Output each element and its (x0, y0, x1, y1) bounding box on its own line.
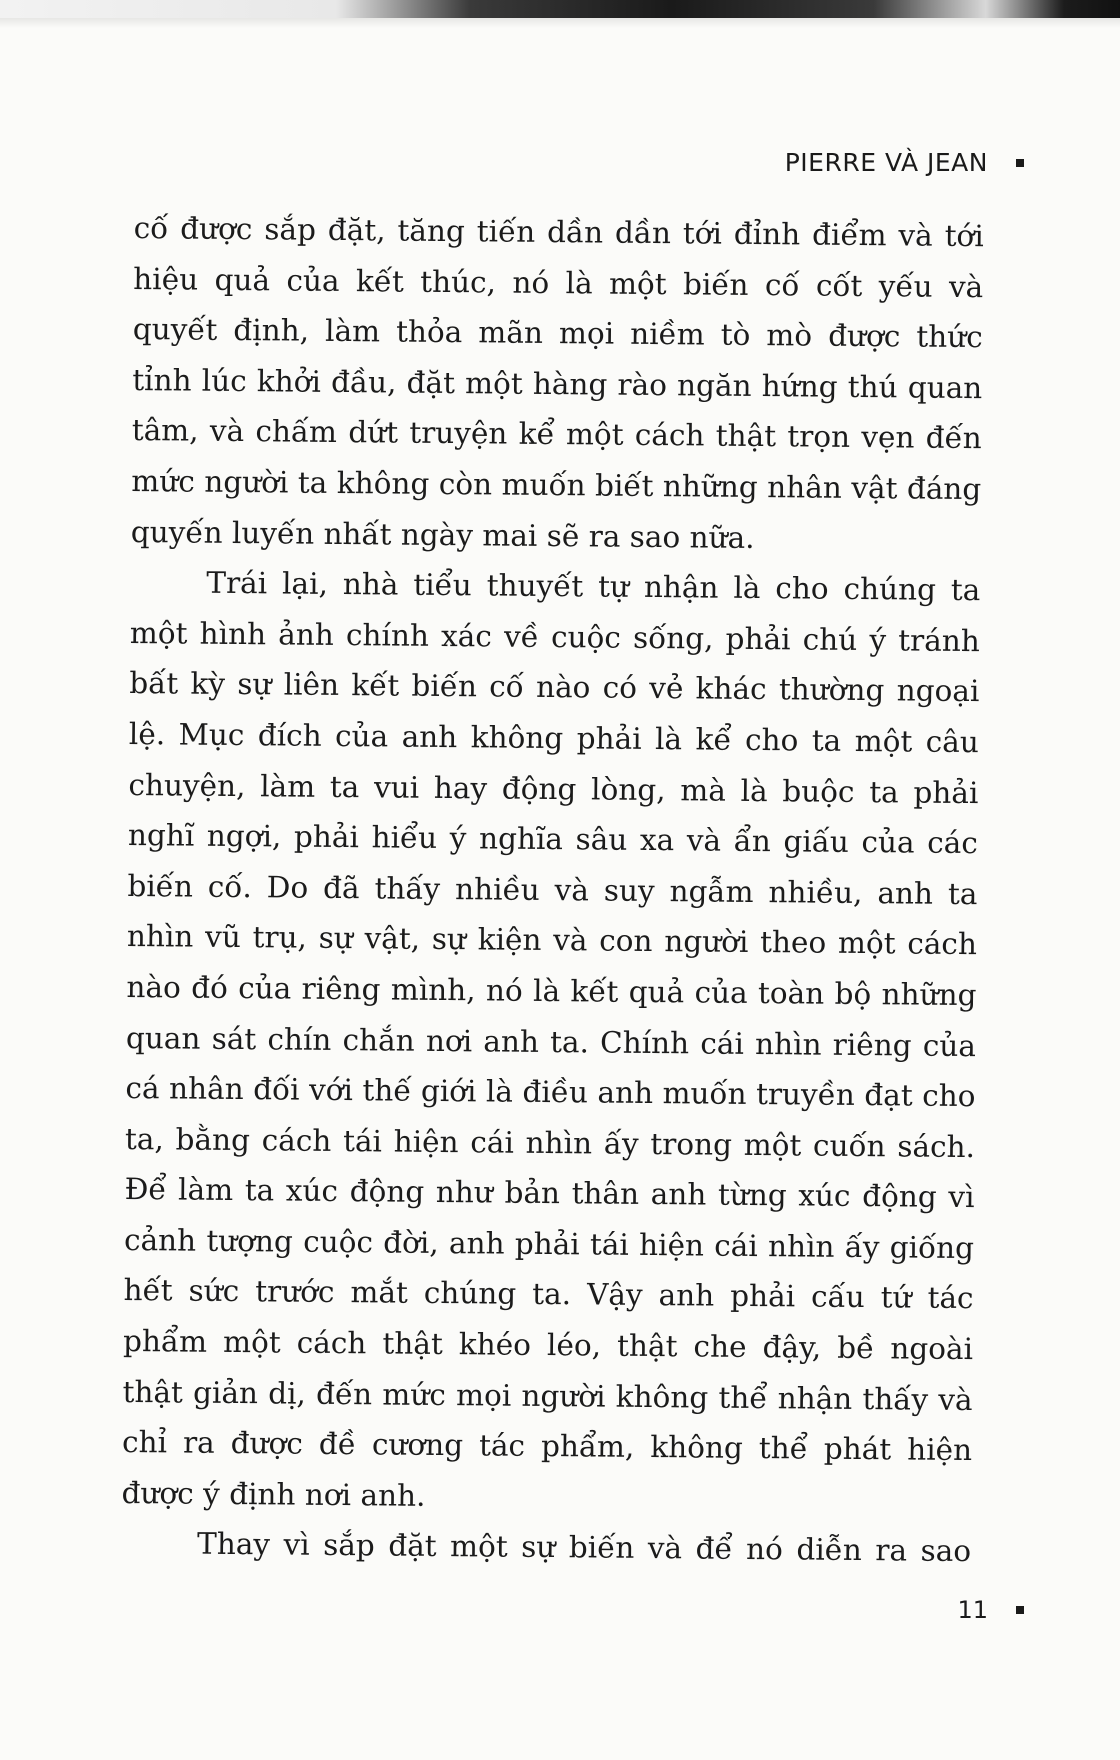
running-title: PIERRE VÀ JEAN (784, 148, 988, 177)
body-text (121, 203, 984, 1577)
scan-edge-fade (0, 18, 1120, 28)
square-bullet-icon (1016, 159, 1024, 167)
square-bullet-icon (1016, 1606, 1024, 1614)
page-number: 11 (957, 1596, 988, 1624)
page-footer (957, 1596, 988, 1624)
scan-edge-shadow (0, 0, 1120, 18)
running-header (785, 148, 988, 177)
paragraph-1: cố được sắp đặt, tăng tiến dần dần tới đỉnh điểm và tới hiệu quả của kết thúc, nó là một biến cố cốt yếu và quyết định, làm thỏa mãn mọi niềm tò mò được thức tỉnh lúc khởi đầu, đặt một hàng rào ngăn hứng thú quan tâm, và chấm dứt truyện kể một cách thật trọn vẹn đến mức người ta không còn muốn biết những nhân vật đáng quyến luyến nhất ngày mai sẽ ra sao nữa. (130, 210, 984, 555)
paragraph-2: Trái lại, nhà tiểu thuyết tự nhận là cho chúng ta một hình ảnh chính xác về cuộc sống, phải chú ý tránh bất kỳ sự liên kết biến cố nào có vẻ khác thường ngoại lệ. Mục đích của anh không phải là kể cho ta một câu chuyện, làm ta vui hay động lòng, mà là buộc ta phải nghĩ ngợi, phải hiểu ý nghĩa sâu xa và ẩn giấu của các biến cố. Do đã thấy nhiều và suy ngẫm nhiều, anh ta nhìn vũ trụ, sự vật, sự kiện và con người theo một cách nào đó của riêng mình, nó là kết quả của toàn bộ những quan sát chín chắn nơi anh ta. Chính cái nhìn riêng của cá nhân đối với thế giới là điều anh muốn truyền đạt cho ta, bằng cách tái hiện cái nhìn ấy trong một cuốn sách. Để làm ta xúc động như bản thân anh từng xúc động vì cảnh tượng cuộc đời, anh phải tái hiện cái nhìn ấy giống hết sức trước mắt chúng ta. Vậy anh phải cấu tứ tác phẩm một cách thật khéo léo, thật che đậy, bề ngoài thật giản dị, đến mức mọi người không thể nhận thấy và chỉ ra được đề cương tác phẩm, không thể phát hiện được ý định nơi anh. (121, 565, 981, 1513)
paragraph-3: Thay vì sắp đặt một sự biến và để nó diễn ra sao (196, 1527, 972, 1569)
